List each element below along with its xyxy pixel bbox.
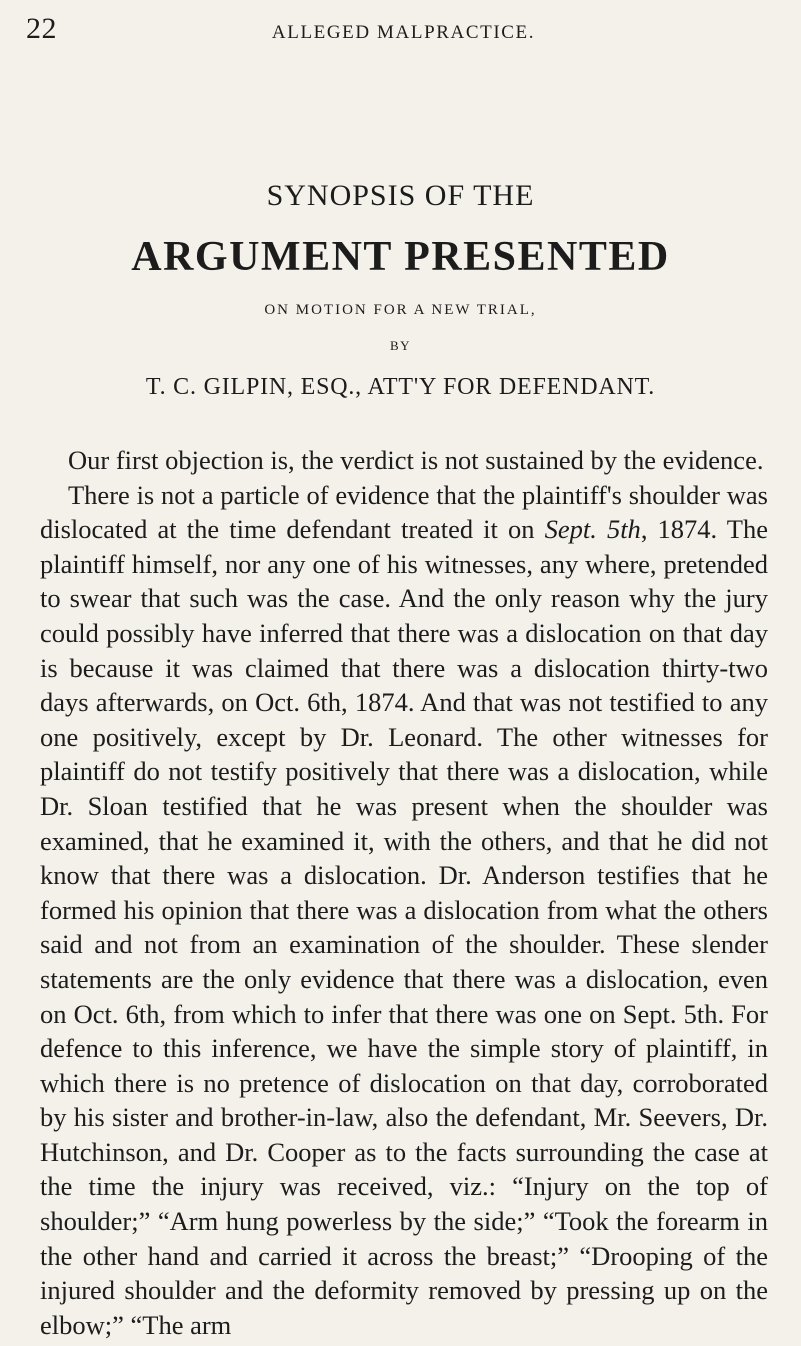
body-text xyxy=(40,443,768,1342)
paragraph-first-objection: Our first objection is, the verdict is not sustained by the evidence. xyxy=(68,445,764,475)
page-header xyxy=(26,10,741,46)
page-number: 22 xyxy=(26,12,57,45)
running-head: ALLEGED MALPRACTICE. xyxy=(271,22,536,43)
paragraph-text-part-1: There is not a particle of evidence that the plaintiff's shoulder was dislocated at the time defendant treated it on xyxy=(40,479,768,545)
author-line: T. C. GILPIN, ESQ., ATT'Y FOR DEFENDANT. xyxy=(145,374,656,400)
paragraph-text-part-2: , 1874. The plaintiff himself, nor any one of his witnesses, any where, pretended to swear that such was the case. And the only reason why the jury could possibly have inferred that there was a dislocation on that day is because it was claimed that there was a dislocation thirty-two days afterwards, on Oct. 6th, 1874. And that was not testified to any one positively, except by Dr. Leonard. The other witnesses for plaintiff do not testify positively that there was a dislocation, while Dr. Sloan testified that he was present when the shoulder was examined, that he examined it, with the others, and that he did not know that there was a dislocation. Dr. Anderson testifies that he formed his opinion that there was a dislocation from what the others said and not from an examination of the shoulder. These slender statements are the only evidence that there was a dislocation, even on Oct. 6th, from which to infer that there was one on Sept. 5th. For defence to this inference, we have the simple story of plaintiff, in which there is no pretence of dislocation on that day, corroborated by his sister and brother-in-law, also the defendant, Mr. Seevers, Dr. Hutchinson, and Dr. Cooper as to the facts surrounding the case at the time the injury was received, viz.: “Injury on the top of shoulder;” “Arm hung powerless by the side;” “Took the forearm in the other hand and carried it across the breast;” “Drooping of the injured shoulder and the deformity removed by pressing up on the elbow;” “The arm xyxy=(40,514,768,1340)
synopsis-heading: SYNOPSIS OF THE xyxy=(266,179,535,212)
paragraph-evidence xyxy=(40,478,768,1343)
date-sept-5th: Sept. 5th xyxy=(544,514,641,545)
argument-heading: ARGUMENT PRESENTED xyxy=(131,234,670,280)
motion-subheading: ON MOTION FOR A NEW TRIAL, xyxy=(264,302,537,318)
title-block xyxy=(0,178,801,402)
by-line: BY xyxy=(389,338,412,353)
